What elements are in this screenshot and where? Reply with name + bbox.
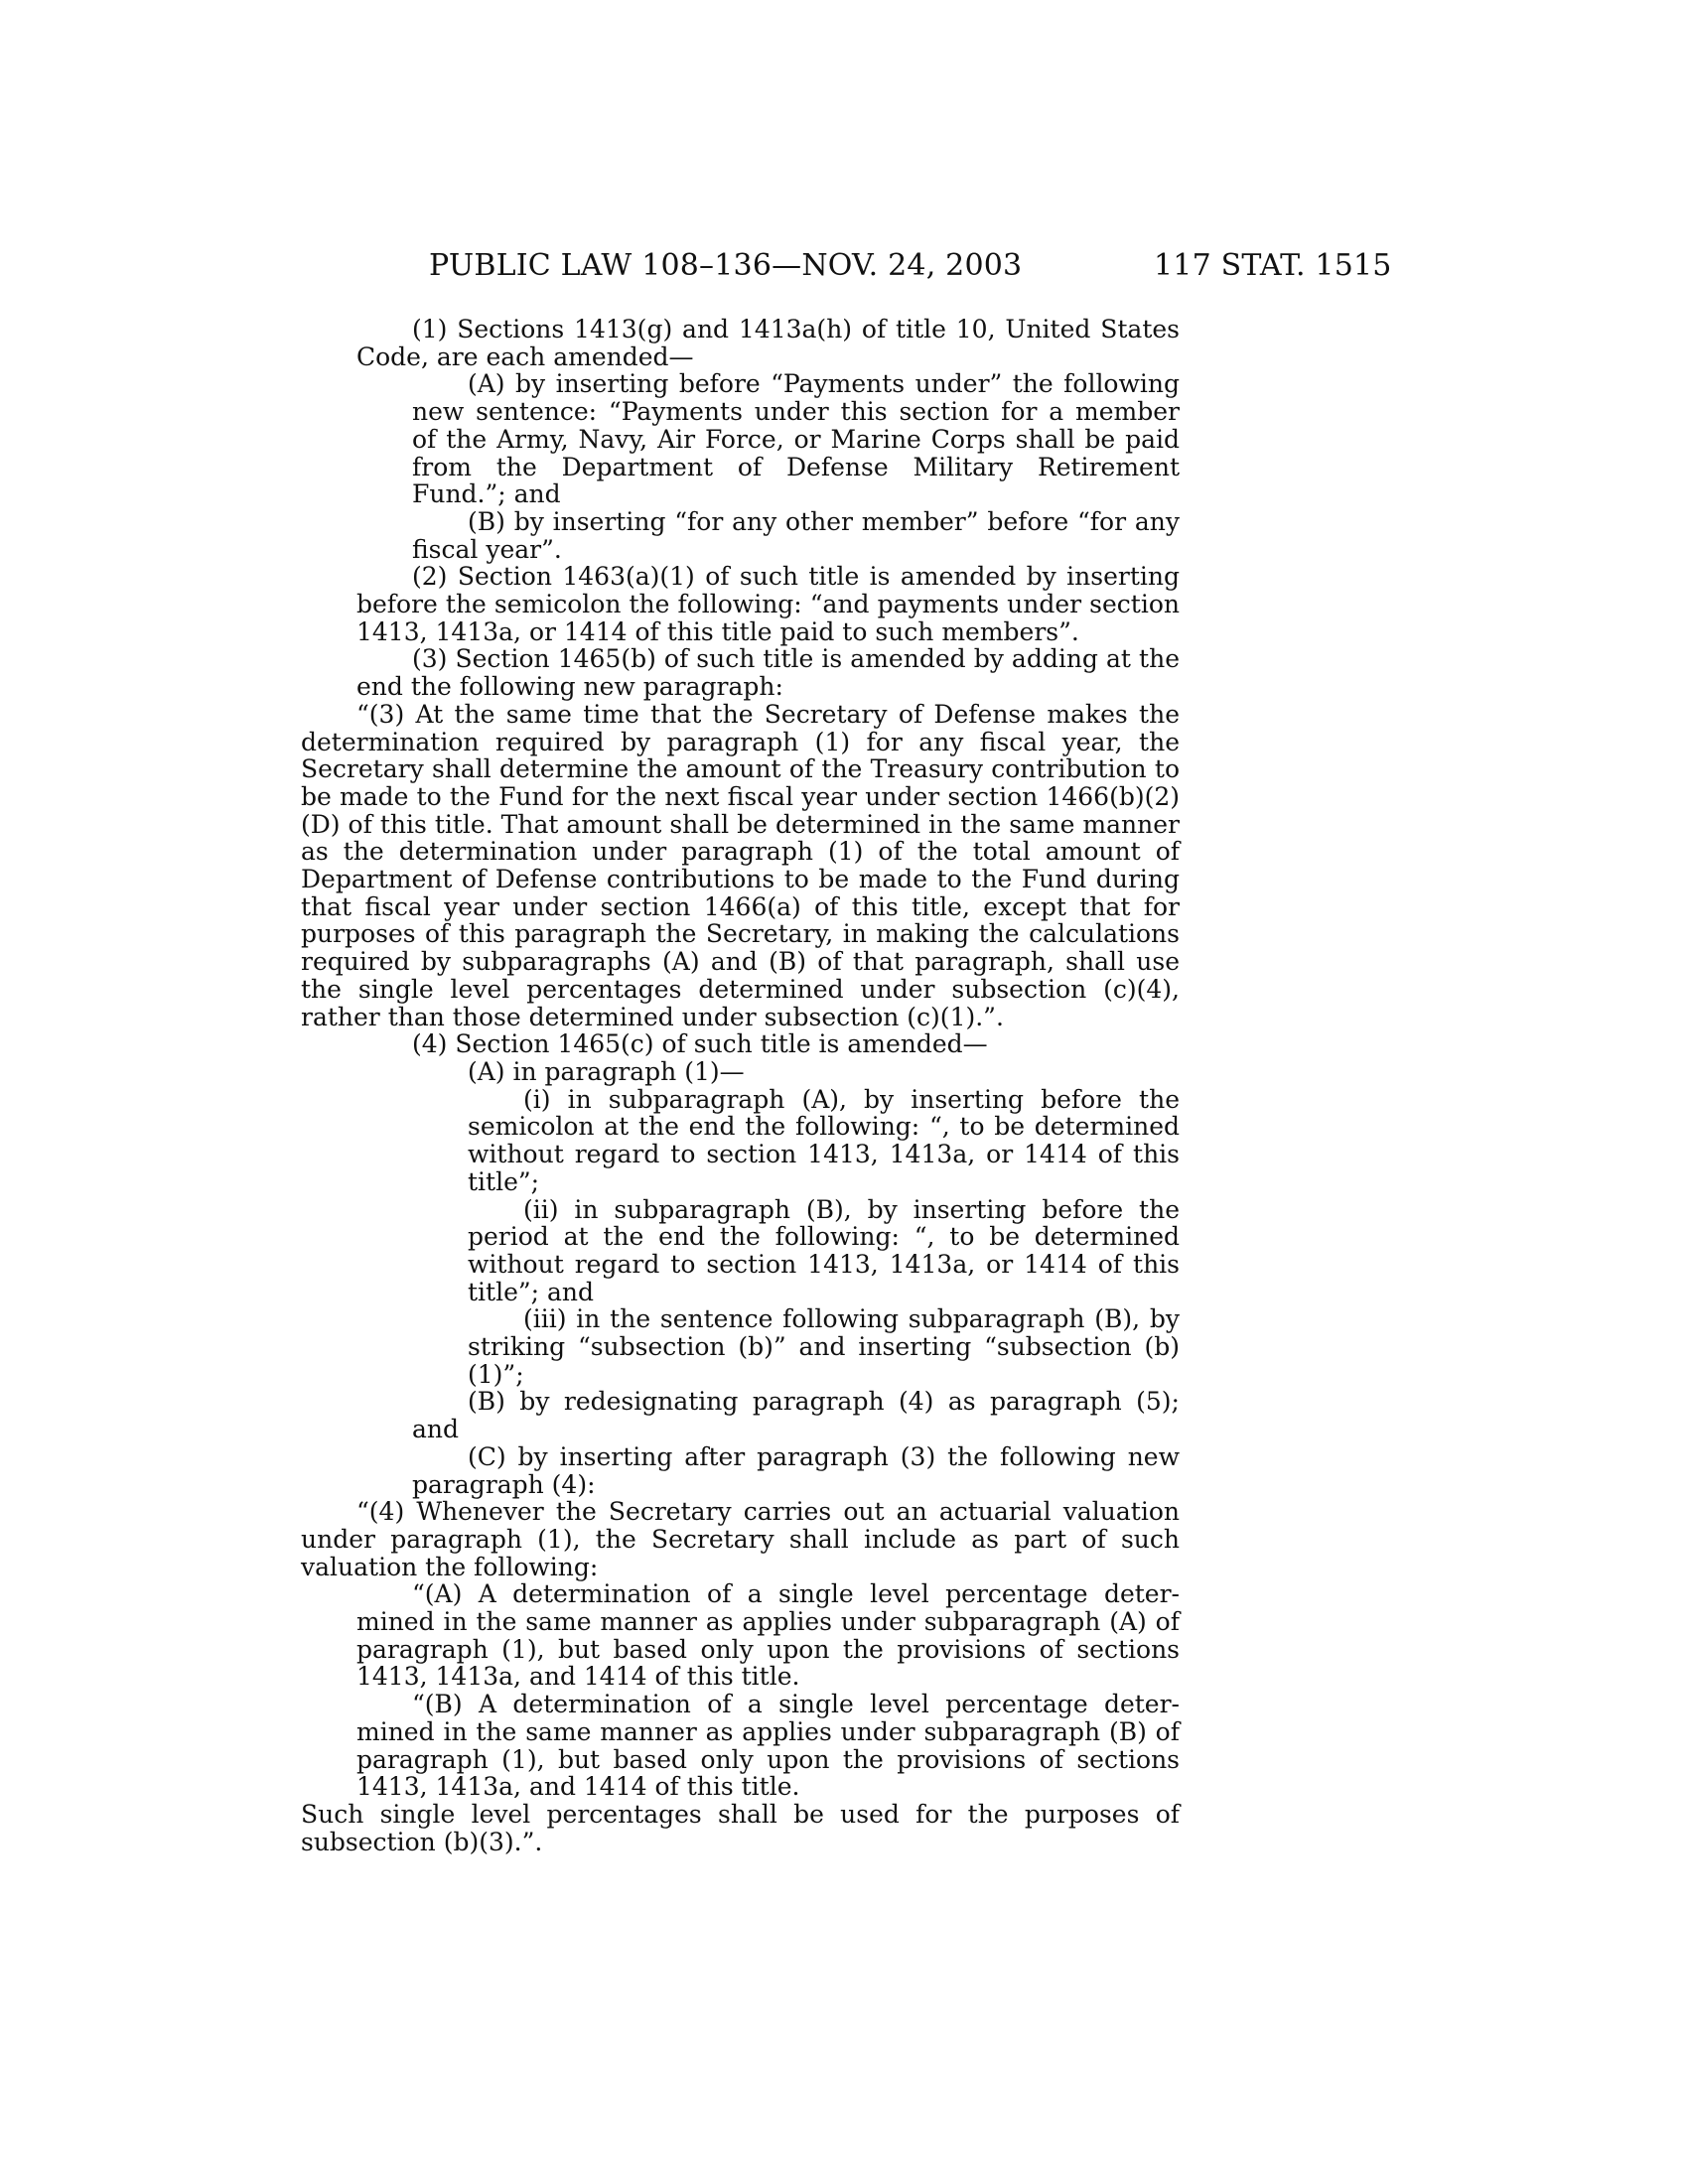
page-header bbox=[0, 246, 1688, 286]
subparagraph-1-a: (A) by inserting before “Payments under” the following new sentence: “Payments under this section for a member of the Army, Navy, Air Force, or Marine Corps shall be paid from the Department of Defense Military Retirement Fund.”; and bbox=[412, 369, 1180, 509]
clause-4-a-ii: (ii) in subparagraph (B), by inserting before the period at the end the following: “, to be determined without regard to section 1413, 1413a, or 1414 of this title”; and bbox=[468, 1194, 1180, 1306]
paragraph-3: (3) Section 1465(b) of such title is amended by adding at the end the following new paragraph: bbox=[356, 644, 1180, 702]
quoted-paragraph-4: “(4) Whenever the Secretary carries out an actuarial valuation under paragraph (1), the Secretary shall include as part of such valuation the following: bbox=[301, 1497, 1180, 1581]
clause-4-a-i: (i) in subparagraph (A), by inserting before the semicolon at the end the following: “, to be determined without regard to section 1413, 1413a, or 1414 of this title”; bbox=[468, 1084, 1180, 1196]
quoted-subparagraph-a: “(A) A determination of a single level percentage determined in the same manner as applies under subparagraph (A) of paragraph (1), but based only upon the provisions of sections 1413, 1413a, and 1414 of this title. bbox=[356, 1579, 1180, 1692]
paragraph-1: (1) Sections 1413(g) and 1413a(h) of title 10, United States Code, are each amended— bbox=[356, 315, 1180, 371]
quoted-subparagraph-b: “(B) A determination of a single level percentage determined in the same manner as applies under subparagraph (B) of paragraph (1), but based only upon the provisions of sections 1413, 1413a, and 1414 of this title. bbox=[356, 1690, 1180, 1802]
clause-4-a-iii: (iii) in the sentence following subparagraph (B), by striking “subsection (b)” and inserting “subsection (b)(1)”; bbox=[468, 1304, 1180, 1389]
running-title: PUBLIC LAW 108–136—NOV. 24, 2003 bbox=[429, 248, 1023, 283]
quoted-closing-sentence: Such single level percentages shall be used for the purposes of subsection (b)(3).”. bbox=[301, 1799, 1180, 1856]
paragraph-2: (2) Section 1463(a)(1) of such title is amended by inserting before the semicolon the following: “and payments under section 1413, 1413a, or 1414 of this title paid to such members”. bbox=[356, 562, 1180, 646]
subparagraph-4-a: (A) in paragraph (1)— bbox=[468, 1056, 745, 1086]
stat-citation: 117 STAT. 1515 bbox=[1154, 248, 1392, 283]
paragraph-4: (4) Section 1465(c) of such title is amended— bbox=[412, 1029, 988, 1059]
statute-text bbox=[301, 316, 1180, 1855]
subparagraph-1-b: (B) by inserting “for any other member” before “for any fiscal year”. bbox=[412, 506, 1180, 564]
subparagraph-4-c: (C) by inserting after paragraph (3) the following new paragraph (4): bbox=[412, 1441, 1180, 1499]
subparagraph-4-b: (B) by redesignating paragraph (4) as paragraph (5); and bbox=[412, 1387, 1180, 1444]
quoted-paragraph-3: “(3) At the same time that the Secretary of Defense makes the determination required by paragraph (1) for any fiscal year, the Secretary shall determine the amount of the Treasury contribution to be made to the Fund for the next fiscal year under section 1466(b)(2)(D) of this title. That amount shall be determined in the same manner as the determination under paragraph (1) of the total amount of Department of Defense contributions to be made to the Fund during that fiscal year under section 1466(a) of this title, except that for purposes of this paragraph the Secretary, in making the calculations required by subparagraphs (A) and (B) of that paragraph, shall use the single level percentages determined under subsection (c)(4), rather than those determined under subsection (c)(1).”. bbox=[301, 699, 1180, 1031]
